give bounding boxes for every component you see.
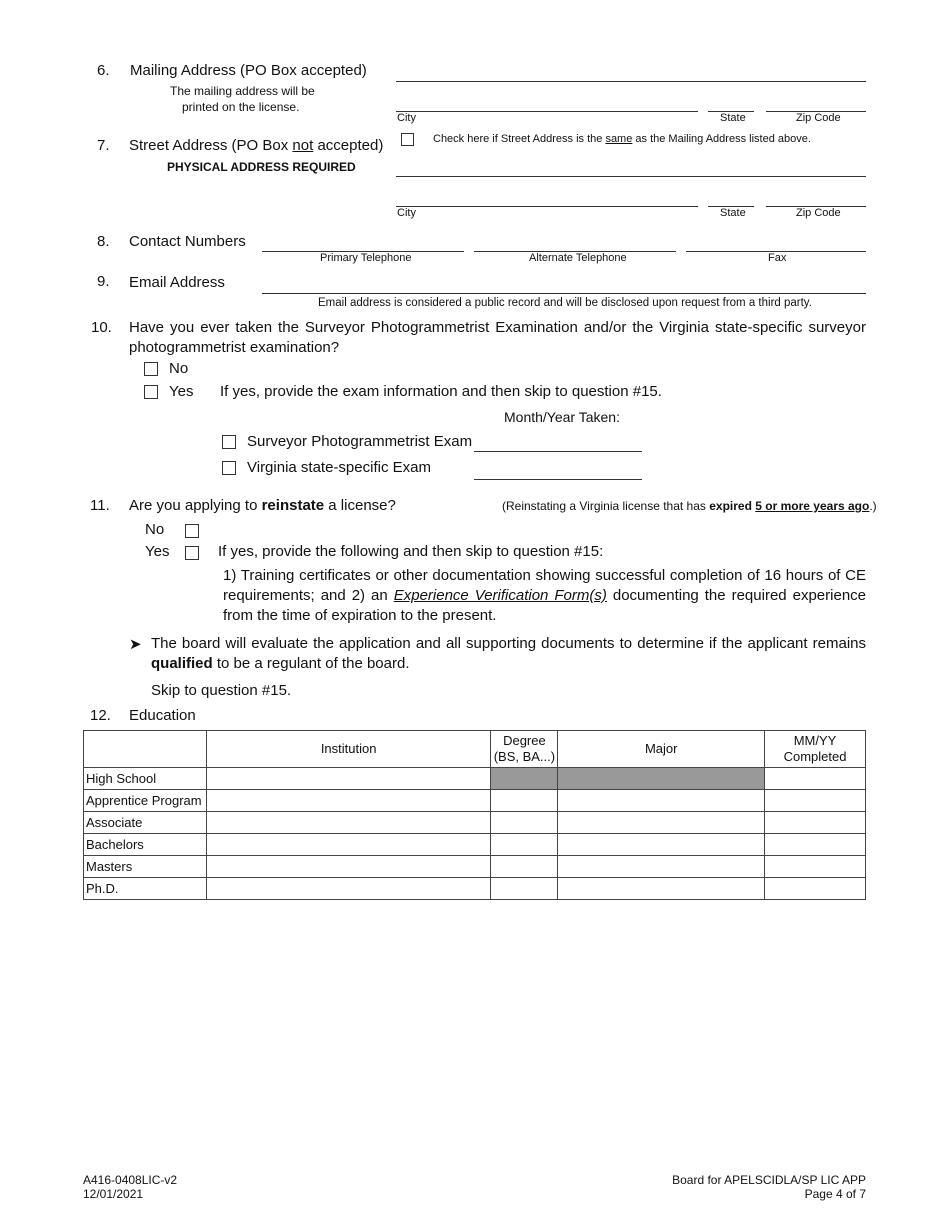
street-zip-label: Zip Code	[796, 207, 841, 219]
header-institution: Institution	[206, 731, 491, 768]
q6-note-line1: The mailing address will be	[170, 84, 315, 98]
q7-required-note: PHYSICAL ADDRESS REQUIRED	[167, 160, 356, 174]
institution-cell[interactable]	[206, 768, 491, 790]
exam2-date-line[interactable]	[474, 479, 642, 480]
experience-verification-form-link[interactable]: Experience Verification Form(s)	[393, 587, 607, 604]
q11-no-label: No	[145, 521, 165, 538]
institution-cell[interactable]	[206, 878, 491, 900]
row-label: Masters	[84, 856, 207, 878]
q6-label: Mailing Address (PO Box accepted)	[130, 62, 367, 79]
header-blank	[84, 731, 207, 768]
exam2-checkbox[interactable]	[222, 461, 236, 475]
completed-cell[interactable]	[765, 768, 866, 790]
q11-board-evaluation: The board will evaluate the application and all supporting documents to determine if the applicant remains qualified to be a regulant of the board.	[151, 635, 866, 672]
exam1-date-line[interactable]	[474, 451, 642, 452]
completed-cell[interactable]	[765, 856, 866, 878]
major-cell[interactable]	[558, 812, 765, 834]
q9-label: Email Address	[129, 274, 225, 291]
education-header-row	[84, 731, 866, 768]
major-cell-disabled	[558, 768, 765, 790]
mailing-city-label: City	[397, 112, 416, 124]
major-cell[interactable]	[558, 834, 765, 856]
degree-cell[interactable]	[491, 856, 558, 878]
q10-no-checkbox[interactable]	[144, 362, 158, 376]
mailing-address-line1[interactable]	[396, 81, 866, 82]
street-city-line[interactable]	[396, 206, 698, 207]
degree-cell[interactable]	[491, 790, 558, 812]
q12-number: 12.	[90, 707, 111, 724]
mailing-state-label: State	[720, 112, 746, 124]
primary-telephone-label: Primary Telephone	[320, 252, 412, 264]
q11-requirements: 1) Training certificates or other documentation showing successful completion of 16 hours of CE requirements; and 2) an Experience Verification Form(s) documenting the required experience from the time of expiration to the present.	[223, 567, 866, 624]
completed-cell[interactable]	[765, 878, 866, 900]
street-address-line1[interactable]	[396, 176, 866, 177]
row-label: Associate	[84, 812, 207, 834]
q11-number: 11.	[90, 497, 110, 514]
institution-cell[interactable]	[206, 790, 491, 812]
table-row	[84, 812, 866, 834]
street-city-label: City	[397, 207, 416, 219]
table-row	[84, 768, 866, 790]
q11-yes-checkbox[interactable]	[185, 546, 199, 560]
q10-no-label: No	[169, 360, 189, 377]
q10-yes-checkbox[interactable]	[144, 385, 158, 399]
row-label: Ph.D.	[84, 878, 207, 900]
completed-cell[interactable]	[765, 834, 866, 856]
exam2-label: Virginia state-specific Exam	[247, 459, 431, 476]
degree-cell[interactable]	[491, 878, 558, 900]
q6-number: 6.	[97, 62, 110, 79]
q8-label: Contact Numbers	[129, 233, 246, 250]
degree-cell[interactable]	[491, 834, 558, 856]
q11-no-checkbox[interactable]	[185, 524, 199, 538]
alternate-telephone-label: Alternate Telephone	[529, 252, 627, 264]
fax-label: Fax	[768, 252, 787, 264]
q8-number: 8.	[97, 233, 110, 250]
row-label: High School	[84, 768, 207, 790]
header-completed: MM/YY Completed	[765, 731, 866, 768]
q12-label: Education	[129, 707, 196, 724]
institution-cell[interactable]	[206, 856, 491, 878]
street-state-label: State	[720, 207, 746, 219]
q7-label: Street Address (PO Box not accepted)	[129, 137, 384, 154]
exam1-checkbox[interactable]	[222, 435, 236, 449]
degree-cell[interactable]	[491, 812, 558, 834]
mailing-zip-label: Zip Code	[796, 112, 841, 124]
education-table	[83, 730, 866, 900]
major-cell[interactable]	[558, 790, 765, 812]
q10-yes-note: If yes, provide the exam information and then skip to question #15.	[220, 383, 662, 400]
degree-cell-disabled	[491, 768, 558, 790]
header-degree: Degree (BS, BA...)	[491, 731, 558, 768]
footer-form-id: A416-0408LIC-v2	[83, 1173, 178, 1187]
footer-board: Board for APELSCIDLA/SP LIC APP	[672, 1173, 866, 1187]
q11-yes-note: If yes, provide the following and then skip to question #15:	[218, 543, 604, 560]
major-cell[interactable]	[558, 878, 765, 900]
q10-question: Have you ever taken the Surveyor Photogrammetrist Examination and/or the Virginia state-specific surveyor photogrammetrist examination?	[129, 319, 866, 356]
q6-note-line2: printed on the license.	[182, 100, 300, 114]
q11-skip-note: Skip to question #15.	[151, 682, 292, 699]
header-major: Major	[558, 731, 765, 768]
footer-page: Page 4 of 7	[804, 1187, 866, 1201]
email-line[interactable]	[262, 293, 866, 294]
major-cell[interactable]	[558, 856, 765, 878]
q11-yes-label: Yes	[145, 543, 170, 560]
completed-cell[interactable]	[765, 790, 866, 812]
q11-question: Are you applying to reinstate a license?	[129, 497, 396, 514]
mailing-city-line[interactable]	[396, 111, 698, 112]
institution-cell[interactable]	[206, 834, 491, 856]
institution-cell[interactable]	[206, 812, 491, 834]
table-row	[84, 790, 866, 812]
arrow-bullet-icon: ➤	[129, 636, 142, 653]
same-as-mailing-checkbox[interactable]	[401, 133, 414, 146]
same-as-mailing-label: Check here if Street Address is the same as the Mailing Address listed above.	[433, 133, 811, 145]
row-label: Apprentice Program	[84, 790, 207, 812]
table-row	[84, 878, 866, 900]
q9-number: 9.	[97, 273, 110, 290]
table-row	[84, 856, 866, 878]
footer-date: 12/01/2021	[83, 1187, 144, 1201]
month-year-taken-label: Month/Year Taken:	[504, 409, 620, 425]
q7-number: 7.	[97, 137, 110, 154]
q10-yes-label: Yes	[169, 383, 194, 400]
q11-reinstate-note: (Reinstating a Virginia license that has expired 5 or more years ago.)	[502, 499, 877, 513]
row-label: Bachelors	[84, 834, 207, 856]
table-row	[84, 834, 866, 856]
completed-cell[interactable]	[765, 812, 866, 834]
exam1-label: Surveyor Photogrammetrist Exam	[247, 433, 473, 450]
q10-number: 10.	[91, 319, 112, 336]
email-public-note: Email address is considered a public record and will be disclosed upon request from a third party.	[318, 297, 812, 309]
